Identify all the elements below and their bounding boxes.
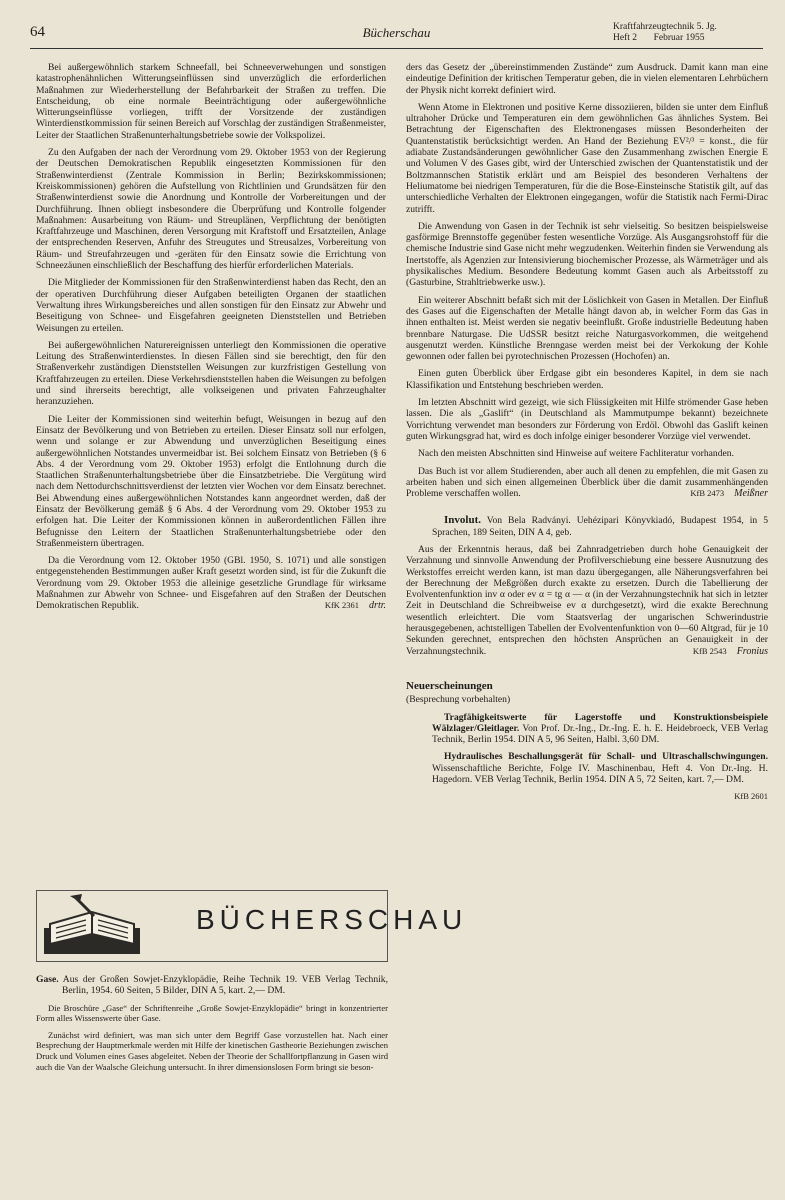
paragraph xyxy=(406,544,768,657)
item-text: Von Prof. Dr.-Ing., Dr.-Ing. E. h. E. Heidebroeck, VEB Verlag Technik, Berlin 1954. DIN A 5, 96 Seiten, Halbl. 3,60 DM. xyxy=(432,722,768,746)
review-gase xyxy=(36,974,388,1078)
signature-code: KfB 2543 xyxy=(692,645,727,656)
left-column xyxy=(36,62,386,618)
paragraph: Ein weiterer Abschnitt befaßt sich mit der Löslichkeit von Gasen in Metallen. Der Einfluß des Gases auf die Eigenschaften der Metalle hängt davon ab, in welcher Form das Gas in ihnen enthalten ist. Meist werden sie negativ beeinflußt. Große industrielle Bedeutung haben brennbare Naturgase. Die UdSSR besitzt reiche Naturgasvorkommen, die weitgehend ausgenutzt werden. Künstliche Brenngase werden meist bei der Verkokung der Kohle gewonnen oder fallen bei pyrotechnischen Prozessen (Hochofen) an. xyxy=(406,294,768,363)
section-title: Bücherschau xyxy=(362,25,431,40)
review-citation-text: Aus der Großen Sowjet-Enzyklopädie, Reihe Technik 19. VEB Verlag Technik, Berlin, 1954. 60 Seiten, 5 Bilder, DIN A 5, kart. 2,— DM. xyxy=(62,974,388,997)
signature-author: drtr. xyxy=(369,600,386,612)
paragraph xyxy=(36,555,386,611)
review-involut-citation xyxy=(406,515,768,538)
neuerscheinungen-heading: Neuerscheinungen xyxy=(406,679,493,692)
buecherschau-banner xyxy=(36,890,468,962)
list-item xyxy=(406,751,768,785)
list-item xyxy=(406,712,768,746)
paragraph-text: Aus der Erkenntnis heraus, daß bei Zahnradgetrieben durch hohe Genauigkeit der Verzahnung und sinnvolle Anwendung der Profilverschiebung eine bessere Ausnutzung des Werkstoffes erreicht werden kann, ist man dazu übergegangen, alle Näherungsverfahren bei der Berechnung der Meßgrößen durch exakte zu ersetzen. Durch die Tabellierung der Evolventenfunktion inv α oder ev α = tg α — α (in der Verzahnungstechnik hat sich in letzter Zeit in Deutschland die Schreibweise ev α durchgesetzt), wird die exakte Berechnung wesentlich erleichtert. Die vom Staatsverlag der ungarischen Schwerindustrie herausgegebenen, achtstelligen Tabellen der Evolventenfunktion von 0—60 Altgrad, für je 10 Sekunden gerechnet, entsprechen den höchsten Ansprüchen an Genauigkeit in der Verzahnungstechnik. xyxy=(406,543,768,657)
review-title: Involut. xyxy=(444,514,481,527)
paragraph: Im letzten Abschnitt wird gezeigt, wie sich Flüssigkeiten mit Hilfe strömender Gase heben lassen. Die als „Gaslift“ (in Deutschland als Mammutpumpe bekannt) bezeichnete Vorrichtung verwendet man besonders zur Förderung von Erdöl. Obwohl das Gaslift keinen guten Wirkungsgrad hat, wird es doch infolge einiger besonderer Vorzüge viel verwendet. xyxy=(406,397,768,442)
paragraph: Zunächst wird definiert, was man sich unter dem Begriff Gase vorzustellen hat. Nach einer Besprechung der Hauptmerkmale werden mit Hilfe der kinetischen Gastheorie Beziehungen zwischen Druck und Volumen eines Gases abgeleitet. Neben der Theorie der Schallfortpflanzung in Gasen wird auch die Van der Waalsche Gleichung untersucht. In ihrer dimensionslosen Form bringt sie beson- xyxy=(36,1029,388,1072)
paragraph: Die Broschüre „Gase“ der Schriftenreihe „Große Sowjet-Enzyklopädie“ bringt in konzentrierter Form alles Wissenswerte über Gase. xyxy=(36,1002,388,1024)
journal-info xyxy=(613,22,763,43)
signature-code: KfB 2473 xyxy=(690,488,725,499)
review-citation xyxy=(36,974,388,997)
right-column xyxy=(406,62,768,803)
paragraph: Einen guten Überblick über Erdgase gibt ein besonderes Kapitel, in dem sie nach Klassifikation und Entstehung beschrieben werden. xyxy=(406,368,768,391)
paragraph: ders das Gesetz der „übereinstimmenden Zustände“ zum Ausdruck. Damit kann man eine eindeutige Definition der kritischen Temperatur geben, die in vielen elementaren Lehrbüchern der Physik nicht korrekt definiert wird. xyxy=(406,62,768,96)
item-title: Hydraulisches Beschallungsgerät für Schall- und Ultraschallschwingungen. xyxy=(444,751,768,763)
signature-author: Fronius xyxy=(736,645,768,657)
signature xyxy=(681,646,768,657)
signature-code: KfB 2601 xyxy=(734,791,768,802)
paragraph: Bei außergewöhnlich starkem Schneefall, bei Schneeverwehungen und sonstigen katastrophenähnlichen Witterungseinflüssen sind unverzüglich die erforderlichen Maßnahmen zur Wiederherstellung der Befahrbarkeit der Straßen zu treffen. Die Entscheidung, ob eine normale Beeinträchtigung oder außergewöhnliche Witterungseinflüsse vorliegen, trifft der Vorsitzende der zuständigen Winterdienstkommission für seinen Bereich auf Vorschlag der zuständigen Straßenmeister, Leiter der Staatlichen Straßenunterhaltungsbetriebe sowie der Volkspolizei. xyxy=(36,62,386,141)
paragraph: Nach den meisten Abschnitten sind Hinweise auf weitere Fachliteratur vorhanden. xyxy=(418,448,734,460)
journal-line-1: Kraftfahrzeugtechnik 5. Jg. xyxy=(613,22,717,32)
paragraph: Zu den Aufgaben der nach der Verordnung vom 29. Oktober 1953 von der Regierung der Deutschen Demokratischen Republik eingesetzten Kommissionen für den Straßenwinterdienst (Zentrale Kommission in Berlin; Bezirkskommissionen; Kreiskommissionen) gehören die Aufstellung von Richtlinien und Grundsätzen für den Straßenwinterdienst sowie die Anordnung und Kontrolle der Vorbereitungen und der Durchführung. Ihnen obliegt insbesondere die Überprüfung und Kontrolle folgender Maßnahmen: Ausarbeitung von Räum- und Streuplänen, Verpflichtung der benötigten Kraftfahrzeuge und Maschinen, deren Versorgung mit Kraftstoff und Ersatzteilen, Anlage der entsprechenden Reserven, Anfuhr des Streugutes und Streusalzes, Vorbereitung von Räum- und Streufahrzeugen und -geräten für den Einsatz sowie die Errichtung von Schneezäunen einschließlich der Beschaffung des hierfür erforderlichen Materials. xyxy=(36,147,386,272)
open-book-icon xyxy=(42,894,142,956)
signature xyxy=(678,488,768,499)
review-title: Gase. xyxy=(36,974,59,985)
page-header xyxy=(30,22,763,49)
banner-label: BÜCHERSCHAU xyxy=(196,904,468,935)
neuerscheinungen-subheading: (Besprechung vorbehalten) xyxy=(406,694,511,706)
page-number: 64 xyxy=(30,24,45,40)
journal-line-2: Heft 2 Februar 1955 xyxy=(613,32,705,43)
signature-author: Meißner xyxy=(734,488,768,500)
signature xyxy=(313,600,386,611)
paragraph: Die Leiter der Kommissionen sind weiterhin befugt, Weisungen in bezug auf den Einsatz der Bevölkerung und von Betrieben zu erteilen. Dieser Einsatz soll nur erfolgen, wenn und solange er zur Abwendung und unverzüglichen Beseitigung eines außergewöhnlichen Notstandes unvermeidbar ist. Bei solchem Einsatz von Betrieben (§ 6 Abs. 4 der Verordnung vom 29. Oktober 1953) erfolgt die Entlohnung durch die Staatlichen Straßenunterhaltungsbetriebe über die Einsatzbetriebe. Die Vergütung wird nach dem Nettodurchschnittsverdienst der letzten vier Wochen vor dem Einsatz berechnet. Bei Abwendung eines außergewöhnlichen Notstandes kann angeordnet werden, daß der Einsatz der Bevölkerung gemäß § 6 Abs. 4 der Verordnung vom 29. Oktober 1953 zu erfolgen hat. Die Leiter der Kommissionen können in außerordentlichen Fällen ihre Befugnisse den Leitern der Staatlichen Straßenunterhaltungsbetriebe oder den Straßenmeistern übertragen. xyxy=(36,413,386,549)
paragraph: Bei außergewöhnlichen Naturereignissen unterliegt den Kommissionen die operative Leitung des Straßenwinterdienstes. In diesen Fällen sind sie berechtigt, den für den Straßenverkehr zuständigen Dienststellen Weisungen zur kurzfristigen Gestellung von Kraftfahrzeugen zu erteilen. Diese Verkehrsdienststellen haben die Weisungen zu befolgen und sind ihrerseits berechtigt, alle volkseigenen und privaten Fahrzeughalter heranzuziehen. xyxy=(36,339,386,408)
review-citation-text: Von Bela Radványi. Uehézipari Könyvkiadó, Budapest 1954, in 5 Sprachen, 189 Seiten, DIN A 4, geb. xyxy=(432,515,768,538)
paragraph: Wenn Atome in Elektronen und positive Kerne dissoziieren, bilden sie unter dem Einfluß ultrahoher Drücke und Temperaturen ein dem gewöhnlichen Gas ähnliches System. Bei Betrachtung der Eigenschaften des Elektronengases müssen Besonderheiten der Quantenstatistik berücksichtigt werden. An Hand der Beziehung EV²/³ = konst., die für adiabate Zustandsänderungen gewöhnlicher Gase den Zusammenhang zwischen Energie E und Volumen V des Gases gibt, wird der Unterschied zwischen der Quantenstatistik und der Boltzmannschen Statistik erklärt und am Beispiel des besonderen Verhaltens der Heliumatome bei niedrigen Temperaturen, für die die Bose-Einsteinsche Statistik gilt, auf das unterschiedliche Verhalten der Elektronen eingegangen, wofür die Statistik nach Fermi-Dirac zutrifft. xyxy=(406,101,768,215)
item-text: Wissenschaftliche Berichte, Folge IV. Maschinenbau, Heft 4. Von Dr.-Ing. H. Hagedorn. VEB Verlag Technik, Berlin 1954. DIN A 5, 72 Seiten, kart. 7,— DM. xyxy=(432,762,768,786)
paragraph: Die Mitglieder der Kommissionen für den Straßenwinterdienst haben das Recht, den an der operativen Durchführung dieser Aufgaben beteiligten Organen der staatlichen Verwaltung ihres Wirkungsbereiches und allen sonstigen für den Einsatz zur Abwehr und Beseitigung von Schnee- und Eisgefahren geeigneten Dienststellen und Betrieben Weisungen zu erteilen. xyxy=(36,277,386,334)
item-title: Tragfähigkeitswerte für Lagerstoffe und Konstruktionsbeispiele Wälzlager/Gleitlager. xyxy=(432,711,768,734)
paragraph: Die Anwendung von Gasen in der Technik ist sehr vielseitig. So besitzen beispielsweise gasförmige Brennstoffe gegenüber festen wesentliche Vorzüge. Als Ausgangsrohstoff für die chemische Industrie sind Gase nicht mehr wegzudenken. Weiterhin finden sie Verwendung als Inertstoffe, als Agenzien zur Intensivierung biochemischer Prozesse, als Wärmeträger und als physikalisches Medium. Besondere Bedeutung kommt Gasen auch als Arbeitsstoff zu (Gasturbine, Strahltriebwerke usw.). xyxy=(406,220,768,289)
paragraph-text: Das Buch ist vor allem Studierenden, aber auch all denen zu empfehlen, die mit Gasen zu arbeiten haben und sich einen allgemeinen Überblick über die damit zusammenhängenden Probleme verschaffen wollen. xyxy=(406,465,768,500)
paragraph-text: Da die Verordnung vom 12. Oktober 1950 (GBl. 1950, S. 1071) und alle sonstigen entgegenstehenden Bestimmungen außer Kraft gesetzt worden sind, ist für die Zukunft die Verordnung vom 29. Oktober 1953 die alleinige gesetzliche Grundlage für wirksame Maßnahmen zur Abwehr von Schnee- und Eisgefahren auf den Straßen der Deutschen Demokratischen Republik. xyxy=(36,555,386,612)
signature-code: KfK 2361 xyxy=(324,600,360,611)
paragraph xyxy=(406,466,768,500)
